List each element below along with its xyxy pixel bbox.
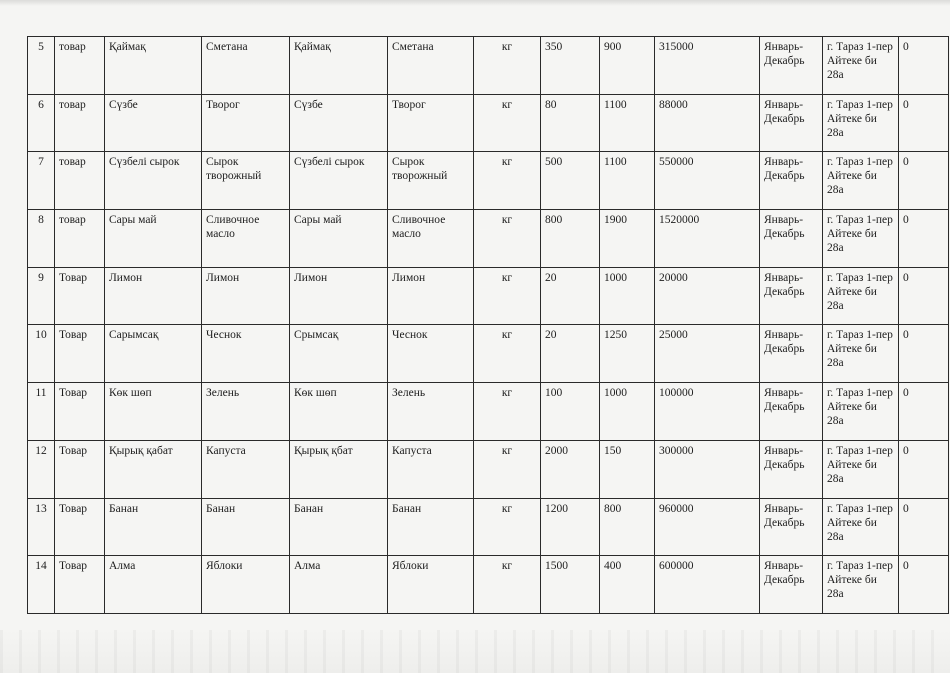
- price-cell: 1000: [600, 383, 655, 441]
- advance-cell: 0: [899, 556, 949, 614]
- advance-cell: 0: [899, 94, 949, 152]
- row-number-cell: 14: [28, 556, 55, 614]
- price-cell: 1000: [600, 267, 655, 325]
- table-row: [28, 440, 949, 498]
- quantity-cell: 1500: [541, 556, 600, 614]
- period-cell: Январь-Декабрь: [760, 37, 823, 95]
- name-russian-cell: Сырок творожный: [202, 152, 290, 210]
- quantity-cell: 2000: [541, 440, 600, 498]
- sum-cell: 88000: [655, 94, 760, 152]
- name-russian-alt-cell: Капуста: [388, 440, 474, 498]
- unit-cell: кг: [474, 152, 541, 210]
- name-kazakh-alt-cell: Сүзбелі сырок: [290, 152, 388, 210]
- name-russian-alt-cell: Чеснок: [388, 325, 474, 383]
- period-cell: Январь-Декабрь: [760, 556, 823, 614]
- period-cell: Январь-Декабрь: [760, 267, 823, 325]
- scan-edge-bottom: [0, 630, 950, 673]
- advance-cell: 0: [899, 37, 949, 95]
- unit-cell: кг: [474, 440, 541, 498]
- table-body: [28, 37, 949, 614]
- table-row: [28, 267, 949, 325]
- quantity-cell: 20: [541, 325, 600, 383]
- item-type-cell: Товар: [55, 383, 105, 441]
- name-russian-cell: Лимон: [202, 267, 290, 325]
- quantity-cell: 800: [541, 210, 600, 268]
- name-russian-cell: Творог: [202, 94, 290, 152]
- table-row: [28, 498, 949, 556]
- quantity-cell: 100: [541, 383, 600, 441]
- name-kazakh-alt-cell: Срымсақ: [290, 325, 388, 383]
- name-kazakh-alt-cell: Сүзбе: [290, 94, 388, 152]
- unit-cell: кг: [474, 383, 541, 441]
- sum-cell: 25000: [655, 325, 760, 383]
- name-russian-alt-cell: Сметана: [388, 37, 474, 95]
- row-number-cell: 7: [28, 152, 55, 210]
- name-russian-alt-cell: Творог: [388, 94, 474, 152]
- table-row: [28, 383, 949, 441]
- name-kazakh-alt-cell: Сары май: [290, 210, 388, 268]
- table-row: [28, 37, 949, 95]
- unit-cell: кг: [474, 94, 541, 152]
- price-cell: 900: [600, 37, 655, 95]
- name-kazakh-cell: Сары май: [105, 210, 202, 268]
- name-russian-alt-cell: Сырок творожный: [388, 152, 474, 210]
- unit-cell: кг: [474, 556, 541, 614]
- price-cell: 1900: [600, 210, 655, 268]
- advance-cell: 0: [899, 210, 949, 268]
- name-kazakh-alt-cell: Қырық қбат: [290, 440, 388, 498]
- price-cell: 400: [600, 556, 655, 614]
- row-number-cell: 11: [28, 383, 55, 441]
- delivery-address-cell: г. Тараз 1-пер Айтеке би 28а: [823, 440, 899, 498]
- item-type-cell: Товар: [55, 325, 105, 383]
- unit-cell: кг: [474, 210, 541, 268]
- item-type-cell: товар: [55, 94, 105, 152]
- unit-cell: кг: [474, 37, 541, 95]
- delivery-address-cell: г. Тараз 1-пер Айтеке би 28а: [823, 556, 899, 614]
- row-number-cell: 8: [28, 210, 55, 268]
- advance-cell: 0: [899, 325, 949, 383]
- price-cell: 800: [600, 498, 655, 556]
- name-russian-alt-cell: Сливочное масло: [388, 210, 474, 268]
- name-russian-alt-cell: Зелень: [388, 383, 474, 441]
- name-russian-cell: Зелень: [202, 383, 290, 441]
- advance-cell: 0: [899, 152, 949, 210]
- unit-cell: кг: [474, 498, 541, 556]
- name-russian-alt-cell: Лимон: [388, 267, 474, 325]
- table-row: [28, 210, 949, 268]
- name-kazakh-cell: Қаймақ: [105, 37, 202, 95]
- item-type-cell: товар: [55, 152, 105, 210]
- name-kazakh-alt-cell: Көк шөп: [290, 383, 388, 441]
- period-cell: Январь-Декабрь: [760, 498, 823, 556]
- table-row: [28, 94, 949, 152]
- period-cell: Январь-Декабрь: [760, 325, 823, 383]
- price-cell: 1100: [600, 94, 655, 152]
- table-row: [28, 325, 949, 383]
- period-cell: Январь-Декабрь: [760, 210, 823, 268]
- delivery-address-cell: г. Тараз 1-пер Айтеке би 28а: [823, 383, 899, 441]
- sum-cell: 600000: [655, 556, 760, 614]
- quantity-cell: 20: [541, 267, 600, 325]
- price-cell: 150: [600, 440, 655, 498]
- item-type-cell: Товар: [55, 498, 105, 556]
- sum-cell: 20000: [655, 267, 760, 325]
- item-type-cell: Товар: [55, 556, 105, 614]
- row-number-cell: 6: [28, 94, 55, 152]
- procurement-table: [27, 36, 949, 614]
- name-kazakh-alt-cell: Алма: [290, 556, 388, 614]
- name-russian-cell: Яблоки: [202, 556, 290, 614]
- unit-cell: кг: [474, 267, 541, 325]
- name-kazakh-cell: Лимон: [105, 267, 202, 325]
- sum-cell: 300000: [655, 440, 760, 498]
- item-type-cell: товар: [55, 210, 105, 268]
- unit-cell: кг: [474, 325, 541, 383]
- name-kazakh-alt-cell: Қаймақ: [290, 37, 388, 95]
- delivery-address-cell: г. Тараз 1-пер Айтеке би 28а: [823, 498, 899, 556]
- item-type-cell: товар: [55, 37, 105, 95]
- table-row: [28, 152, 949, 210]
- period-cell: Январь-Декабрь: [760, 152, 823, 210]
- price-cell: 1100: [600, 152, 655, 210]
- delivery-address-cell: г. Тараз 1-пер Айтеке би 28а: [823, 267, 899, 325]
- name-kazakh-cell: Алма: [105, 556, 202, 614]
- quantity-cell: 350: [541, 37, 600, 95]
- scan-edge-top: [0, 0, 950, 6]
- name-kazakh-cell: Қырық қабат: [105, 440, 202, 498]
- quantity-cell: 80: [541, 94, 600, 152]
- name-russian-cell: Банан: [202, 498, 290, 556]
- name-kazakh-cell: Көк шөп: [105, 383, 202, 441]
- name-russian-alt-cell: Банан: [388, 498, 474, 556]
- row-number-cell: 5: [28, 37, 55, 95]
- period-cell: Январь-Декабрь: [760, 383, 823, 441]
- item-type-cell: Товар: [55, 267, 105, 325]
- advance-cell: 0: [899, 498, 949, 556]
- delivery-address-cell: г. Тараз 1-пер Айтеке би 28а: [823, 152, 899, 210]
- sum-cell: 550000: [655, 152, 760, 210]
- name-russian-alt-cell: Яблоки: [388, 556, 474, 614]
- item-type-cell: Товар: [55, 440, 105, 498]
- delivery-address-cell: г. Тараз 1-пер Айтеке би 28а: [823, 325, 899, 383]
- table-row: [28, 556, 949, 614]
- price-cell: 1250: [600, 325, 655, 383]
- sum-cell: 1520000: [655, 210, 760, 268]
- name-kazakh-alt-cell: Банан: [290, 498, 388, 556]
- row-number-cell: 9: [28, 267, 55, 325]
- period-cell: Январь-Декабрь: [760, 440, 823, 498]
- advance-cell: 0: [899, 383, 949, 441]
- name-russian-cell: Капуста: [202, 440, 290, 498]
- advance-cell: 0: [899, 267, 949, 325]
- quantity-cell: 1200: [541, 498, 600, 556]
- delivery-address-cell: г. Тараз 1-пер Айтеке би 28а: [823, 210, 899, 268]
- name-kazakh-cell: Сүзбе: [105, 94, 202, 152]
- name-russian-cell: Сливочное масло: [202, 210, 290, 268]
- name-kazakh-cell: Сүзбелі сырок: [105, 152, 202, 210]
- delivery-address-cell: г. Тараз 1-пер Айтеке би 28а: [823, 94, 899, 152]
- name-kazakh-cell: Банан: [105, 498, 202, 556]
- name-russian-cell: Сметана: [202, 37, 290, 95]
- row-number-cell: 10: [28, 325, 55, 383]
- row-number-cell: 13: [28, 498, 55, 556]
- quantity-cell: 500: [541, 152, 600, 210]
- advance-cell: 0: [899, 440, 949, 498]
- period-cell: Январь-Декабрь: [760, 94, 823, 152]
- name-kazakh-alt-cell: Лимон: [290, 267, 388, 325]
- row-number-cell: 12: [28, 440, 55, 498]
- sum-cell: 960000: [655, 498, 760, 556]
- delivery-address-cell: г. Тараз 1-пер Айтеке би 28а: [823, 37, 899, 95]
- name-russian-cell: Чеснок: [202, 325, 290, 383]
- sum-cell: 100000: [655, 383, 760, 441]
- name-kazakh-cell: Сарымсақ: [105, 325, 202, 383]
- sum-cell: 315000: [655, 37, 760, 95]
